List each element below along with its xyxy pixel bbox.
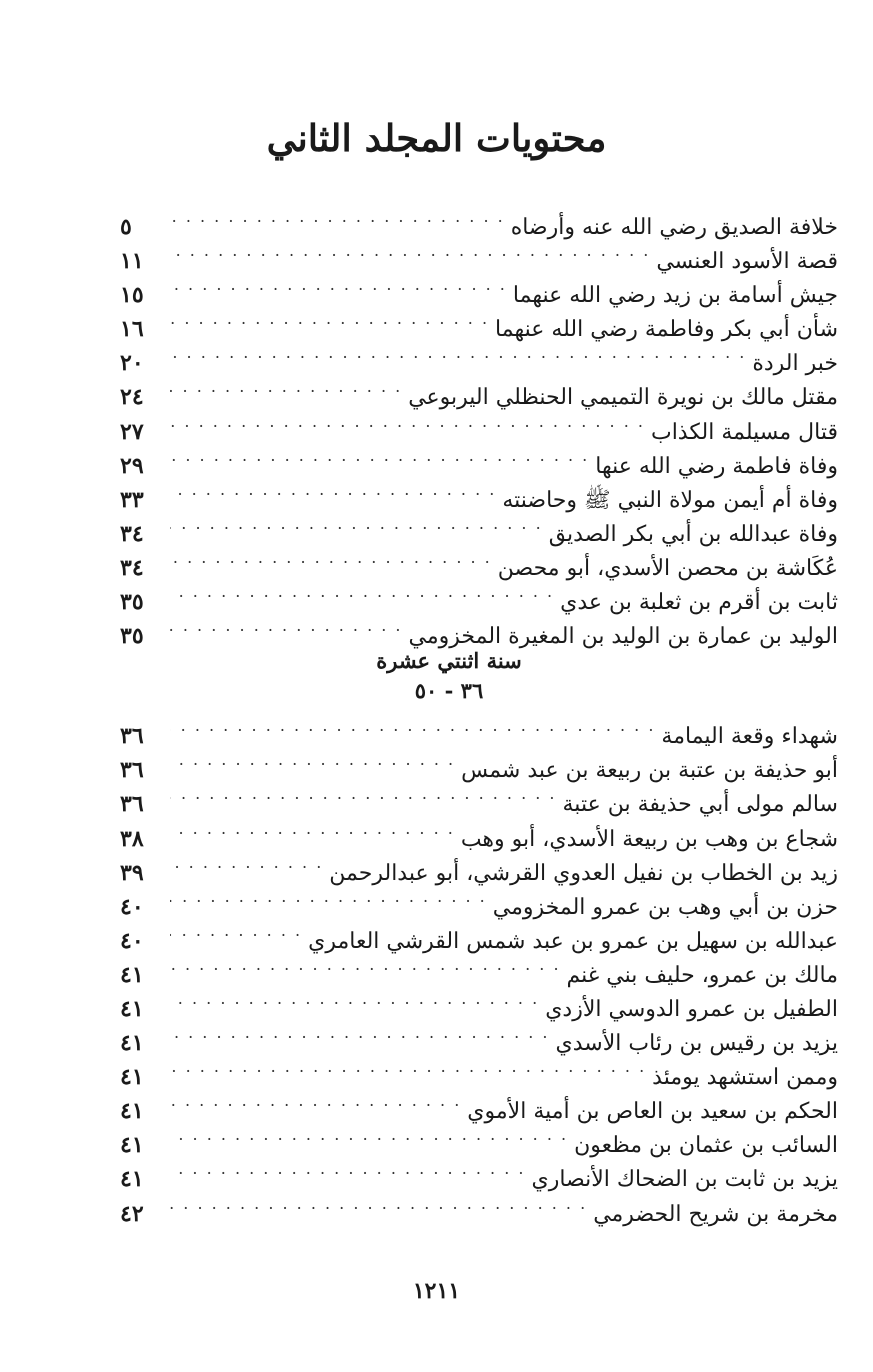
- toc-entry-title: الحكم بن سعيد بن العاص بن أمية الأموي: [467, 1099, 838, 1125]
- dot-leader: [170, 405, 645, 439]
- toc-entry-title: قصة الأسود العنسي: [656, 249, 838, 275]
- toc-entry-title: وممن استشهد يومئذ: [652, 1065, 838, 1091]
- dot-leader: [170, 1084, 461, 1118]
- toc-entry-title: أبو حذيفة بن عتبة بن ربيعة بن عبد شمس: [461, 758, 838, 784]
- toc-entry-page: ٣٨: [120, 825, 144, 852]
- dot-leader: [170, 268, 507, 302]
- dot-leader: [170, 473, 496, 507]
- page-number: ١٢١١: [412, 1278, 461, 1304]
- toc-entry-page: ٤١: [120, 995, 144, 1022]
- toc-entry-page: ٢٠: [120, 350, 144, 377]
- dot-leader: [170, 1016, 550, 1050]
- toc-entry: [120, 200, 838, 240]
- dot-leader: [170, 709, 655, 743]
- toc-entry-title: الوليد بن عمارة بن الوليد بن المغيرة المخزومي: [408, 624, 838, 650]
- toc-entry-title: وفاة عبدالله بن أبي بكر الصديق: [548, 521, 838, 547]
- toc-entry-title: السائب بن عثمان بن مظعون: [574, 1133, 838, 1159]
- toc-entry-page: ٣٥: [120, 589, 144, 616]
- dot-leader: [170, 609, 403, 643]
- toc-entry-title: مخرمة بن شريح الحضرمي: [593, 1201, 838, 1227]
- toc-entry-title: قتال مسيلمة الكذاب: [650, 419, 838, 445]
- dot-leader: [170, 1050, 646, 1084]
- toc-entry-title: خلافة الصديق رضي الله عنه وأرضاه: [510, 215, 838, 240]
- toc-entry-title: سالم مولى أبي حذيفة بن عتبة: [562, 792, 838, 818]
- toc-list-after-section: [120, 709, 838, 1227]
- toc-entry-title: شجاع بن وهب بن ربيعة الأسدي، أبو وهب: [460, 826, 838, 852]
- dot-leader: [170, 234, 650, 268]
- toc-entry-page: ٤١: [120, 1030, 144, 1057]
- toc-entry-page: ٤٠: [120, 927, 144, 954]
- toc-entry-page: ٣٤: [120, 554, 144, 581]
- dot-leader: [170, 1152, 525, 1186]
- toc-entry-page: ٣٩: [120, 859, 144, 886]
- toc-entry-page: ٥: [120, 214, 132, 240]
- toc-entry-page: ١٥: [120, 282, 144, 309]
- dot-leader: [170, 948, 561, 982]
- dot-leader: [170, 743, 455, 777]
- toc-entry-page: ٣٦: [120, 757, 144, 784]
- section-heading: سنة اثنتي عشرة: [376, 648, 522, 674]
- toc-entry-page: ٣٦: [120, 791, 144, 818]
- dot-leader: [170, 982, 539, 1016]
- toc-entry-page: ١٦: [120, 316, 144, 343]
- section-page-range: ٣٦ - ٥٠: [414, 678, 484, 704]
- toc-entry-title: ثابت بن أقرم بن ثعلبة بن عدي: [560, 590, 838, 616]
- toc-entry-title: حزن بن أبي وهب بن عمرو المخزومي: [492, 894, 838, 920]
- table-of-contents: [120, 200, 838, 1227]
- dot-leader: [170, 575, 554, 609]
- dot-leader: [170, 336, 746, 370]
- dot-leader: [170, 200, 505, 234]
- toc-entry-page: ٢٩: [120, 452, 144, 479]
- dot-leader: [170, 370, 402, 404]
- toc-entry-page: ٤٠: [120, 893, 144, 920]
- dot-leader: [170, 302, 489, 336]
- toc-entry-page: ٣٦: [120, 723, 144, 750]
- toc-entry-title: شأن أبي بكر وفاطمة رضي الله عنهما: [495, 317, 838, 343]
- dot-leader: [170, 914, 302, 948]
- toc-entry-title: يزيد بن ثابت بن الضحاك الأنصاري: [531, 1167, 838, 1193]
- toc-entry-title: شهداء وقعة اليمامة: [661, 724, 838, 750]
- dot-leader: [170, 880, 487, 914]
- toc-entry-page: ٤١: [120, 961, 144, 988]
- toc-entry: [120, 370, 838, 411]
- toc-entry-title: وفاة أم أيمن مولاة النبي ﷺ وحاضنته: [502, 487, 838, 513]
- toc-entry: [120, 709, 838, 750]
- toc-entry-page: ١١: [120, 248, 144, 275]
- toc-entry-title: عبدالله بن سهيل بن عمرو بن عبد شمس القرشي العامري: [308, 928, 838, 954]
- dot-leader: [170, 507, 543, 541]
- dot-leader: [170, 439, 589, 473]
- toc-entry-page: ٢٧: [120, 418, 144, 445]
- toc-entry-page: ٢٤: [120, 384, 144, 411]
- toc-entry: [120, 336, 838, 377]
- toc-entry-page: ٤١: [120, 1166, 144, 1193]
- toc-entry-page: ٤١: [120, 1098, 144, 1125]
- toc-entry-title: مقتل مالك بن نويرة التميمي الحنظلي اليربوعي: [408, 385, 838, 411]
- dot-leader: [170, 1187, 587, 1221]
- toc-entry-title: جيش أسامة بن زيد رضي الله عنهما: [512, 283, 838, 309]
- toc-entry-title: وفاة فاطمة رضي الله عنها: [595, 453, 838, 479]
- dot-leader: [170, 846, 323, 880]
- toc-entry-title: عُكَاشة بن محصن الأسدي، أبو محصن: [497, 555, 838, 581]
- toc-entry-title: زيد بن الخطاب بن نفيل العدوي القرشي، أبو عبدالرحمن: [329, 860, 838, 886]
- toc-entry-title: مالك بن عمرو، حليف بني غنم: [566, 962, 838, 988]
- toc-entry-page: ٣٤: [120, 520, 144, 547]
- toc-entry-page: ٤١: [120, 1064, 144, 1091]
- toc-entry-page: ٣٣: [120, 486, 144, 513]
- dot-leader: [170, 1118, 568, 1152]
- page-title: محتويات المجلد الثاني: [266, 116, 607, 160]
- toc-entry-page: ٤٢: [120, 1200, 144, 1227]
- dot-leader: [170, 541, 492, 575]
- toc-entry-page: ٣٥: [120, 623, 144, 650]
- toc-entry-page: ٤١: [120, 1132, 144, 1159]
- toc-list-before-section: [120, 200, 838, 650]
- toc-entry-title: الطفيل بن عمرو الدوسي الأزدي: [545, 996, 838, 1022]
- toc-entry-title: يزيد بن رقيس بن رئاب الأسدي: [555, 1031, 838, 1057]
- dot-leader: [170, 777, 557, 811]
- toc-entry-title: خبر الردة: [752, 351, 838, 377]
- dot-leader: [170, 812, 455, 846]
